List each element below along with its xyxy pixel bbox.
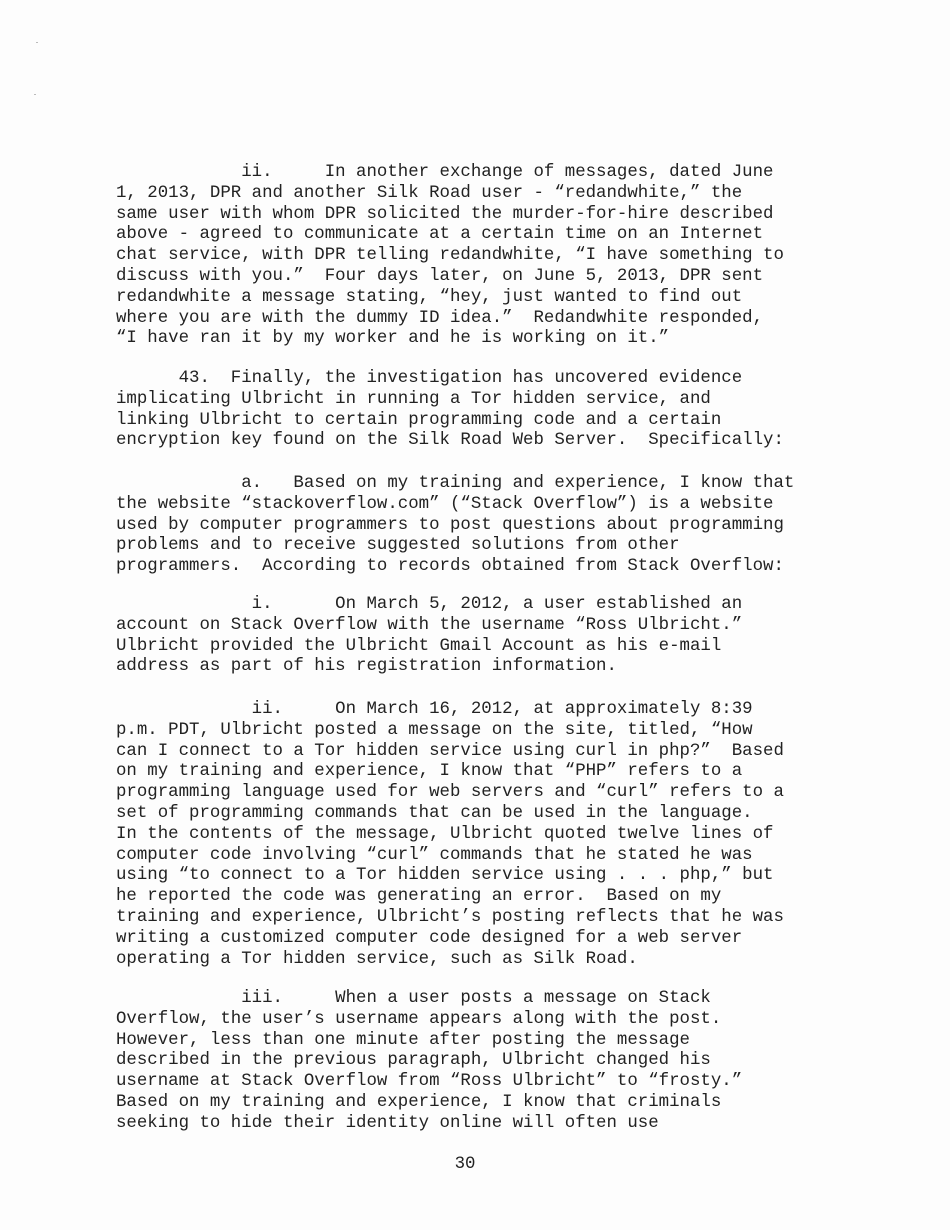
scan-speck — [34, 94, 36, 95]
paragraph-ii-curl-php-post: ii. On March 16, 2012, at approximately 8:39 p.m. PDT, Ulbricht posted a message on the site, titled, “How can I connect to a Tor hidden service using curl in php?” Based on my training and experience, I know that “PHP” refers to a programming language used for web servers and “curl” refers to a set of programming commands that can be used in the language. In the contents of the message, Ulbricht quoted twelve lines of computer code involving “curl” commands that he stated he was using “to connect to a Tor hidden service using . . . php,” but he reported the code was generating an error. Based on my training and experience, Ulbricht’s posting reflects that he was writing a customized computer code designed for a web server operating a Tor hidden service, such as Silk Road. — [116, 700, 784, 969]
paragraph-a-stack-overflow: a. Based on my training and experience, I know that the website “stackoverflow.com” (“Stack Overflow”) is a website used by computer programmers to post questions about programming problems and to receive suggested solutions from other programmers. According to records obtained from Stack Overflow: — [116, 474, 795, 577]
paragraph-dpr-redandwhite-exchange: ii. In another exchange of messages, dated June 1, 2013, DPR and another Silk Road user - “redandwhite,” the same user with whom DPR solicited the murder-for-hire described above - agreed to communicate at a certain time on an Internet chat service, with DPR telling redandwhite, “I have something to discuss with you.” Four days later, on June 5, 2013, DPR sent redandwhite a message stating, “hey, just wanted to find out where you are with the dummy ID idea.” Redandwhite responded, “I have ran it by my worker and he is working on it.” — [116, 163, 784, 349]
page-number: 30 — [454, 1155, 476, 1174]
paragraph-iii-username-change: iii. When a user posts a message on Stack Overflow, the user’s username appears along with the post. However, less than one minute after posting the message described in the previous paragraph, Ulbricht changed his username at Stack Overflow from “Ross Ulbricht” to “frosty.” Based on my training and experience, I know that criminals seeking to hide their identity online will often use — [116, 989, 743, 1133]
paragraph-i-account-established: i. On March 5, 2012, a user established an account on Stack Overflow with the username “Ross Ulbricht.” Ulbricht provided the Ulbricht Gmail Account as his e-mail address as part of his registration information. — [116, 595, 743, 677]
scan-speck — [36, 42, 38, 43]
paragraph-43-tor-hidden-service: 43. Finally, the investigation has uncovered evidence implicating Ulbricht in running a Tor hidden service, and linking Ulbricht to certain programming code and a certain encryption key found on the Silk Road Web Server. Specifically: — [116, 369, 784, 451]
